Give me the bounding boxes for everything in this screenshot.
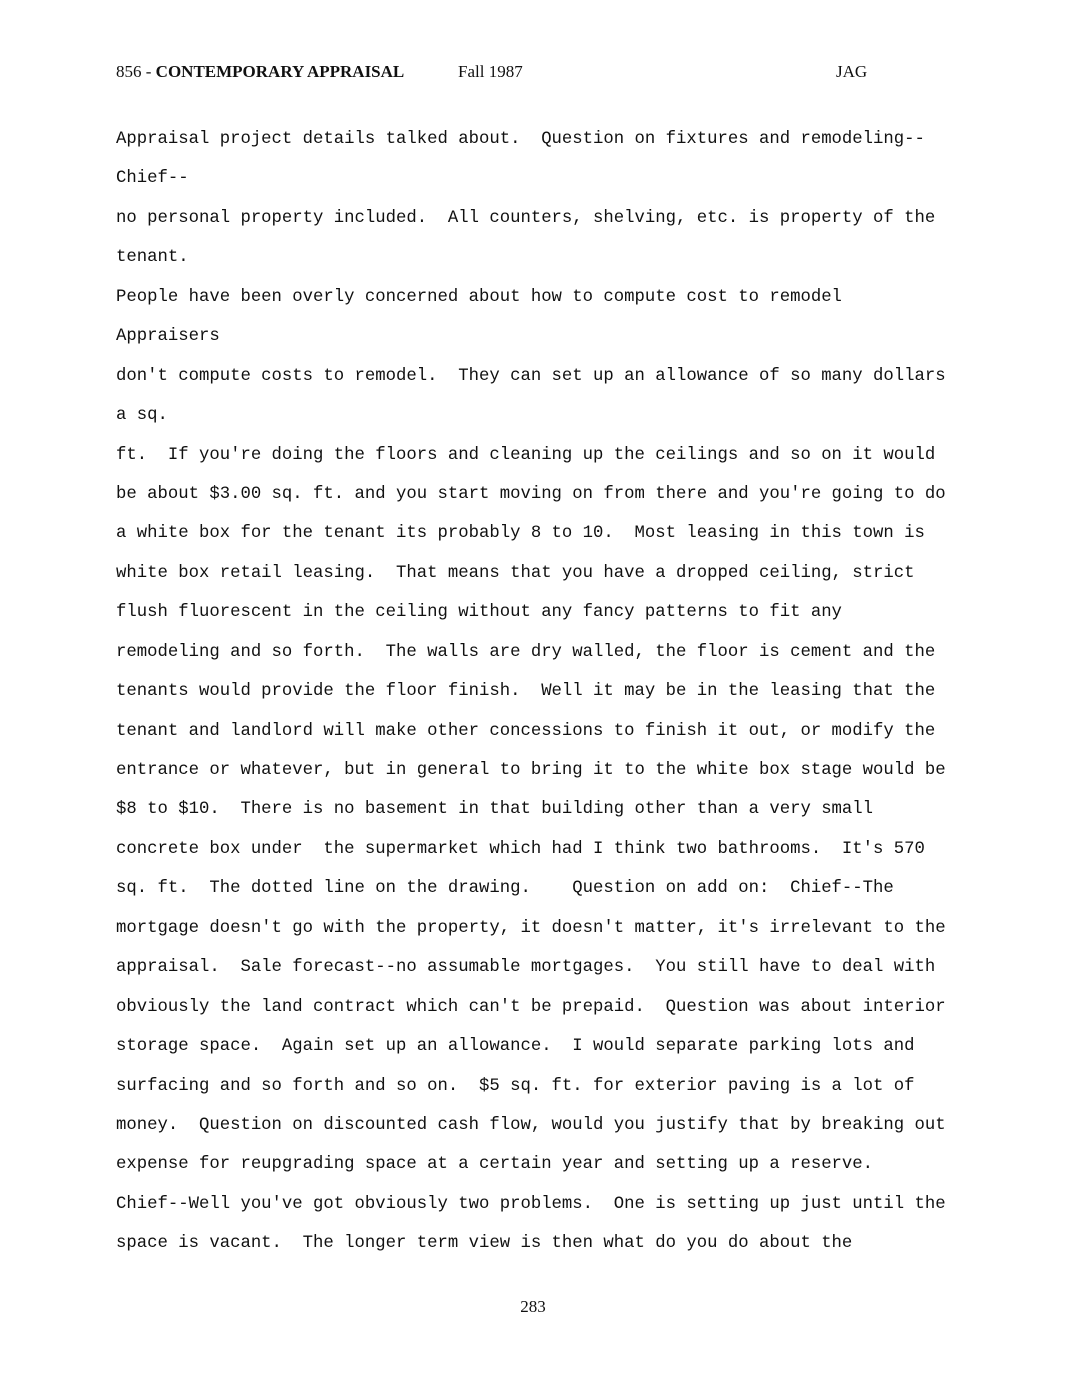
page-header <box>116 62 956 86</box>
text-line: $8 to $10. There is no basement in that building other than a very small <box>116 800 874 820</box>
term-label: Fall 1987 <box>458 62 523 81</box>
text-line: expense for reupgrading space at a certain year and setting up a reserve. <box>116 1155 874 1175</box>
text-line: sq. ft. The dotted line on the drawing. Question on add on: Chief--The <box>116 879 894 899</box>
text-line: mortgage doesn't go with the property, it doesn't matter, it's irrelevant to the <box>116 918 946 938</box>
text-line: concrete box under the supermarket which had I think two bathrooms. It's 570 <box>116 839 925 859</box>
text-line: People have been overly concerned about how to compute cost to remodel <box>116 287 842 307</box>
text-line: a white box for the tenant its probably 8 to 10. Most leasing in this town is <box>116 524 925 544</box>
text-line: surfacing and so forth and so on. $5 sq. ft. for exterior paving is a lot of <box>116 1076 915 1096</box>
text-line: obviously the land contract which can't be prepaid. Question was about interior <box>116 997 946 1017</box>
transcript-body <box>116 120 1016 1264</box>
text-line: tenant. <box>116 248 189 268</box>
course-heading <box>116 62 404 82</box>
author-initials: JAG <box>836 62 868 81</box>
text-line: a sq. <box>116 406 168 426</box>
text-line: ft. If you're doing the floors and cleaning up the ceilings and so on it would <box>116 445 936 465</box>
text-line: Chief-- <box>116 169 189 189</box>
text-line: space is vacant. The longer term view is then what do you do about the <box>116 1234 853 1254</box>
text-line: white box retail leasing. That means that you have a dropped ceiling, strict <box>116 563 915 583</box>
text-line: appraisal. Sale forecast--no assumable mortgages. You still have to deal with <box>116 958 936 978</box>
course-number: 856 - <box>116 62 156 81</box>
text-line: money. Question on discounted cash flow, would you justify that by breaking out <box>116 1115 946 1135</box>
course-title: CONTEMPORARY APPRAISAL <box>155 62 405 81</box>
text-line: no personal property included. All counters, shelving, etc. is property of the <box>116 208 936 228</box>
text-line: tenants would provide the floor finish. Well it may be in the leasing that the <box>116 682 936 702</box>
text-line: remodeling and so forth. The walls are dry walled, the floor is cement and the <box>116 642 936 662</box>
text-line: tenant and landlord will make other concessions to finish it out, or modify the <box>116 721 936 741</box>
text-line: don't compute costs to remodel. They can set up an allowance of so many dollars <box>116 366 946 386</box>
text-line: Chief--Well you've got obviously two problems. One is setting up just until the <box>116 1194 946 1214</box>
text-line: entrance or whatever, but in general to bring it to the white box stage would be <box>116 761 946 780</box>
text-line: be about $3.00 sq. ft. and you start moving on from there and you're going to do <box>116 484 946 504</box>
page-number: 283 <box>520 1297 546 1316</box>
text-line: storage space. Again set up an allowance. I would separate parking lots and <box>116 1037 915 1057</box>
text-line: Appraisal project details talked about. Question on fixtures and remodeling-- <box>116 130 925 149</box>
text-line: Appraisers <box>116 327 220 347</box>
text-line: flush fluorescent in the ceiling without any fancy patterns to fit any <box>116 603 842 623</box>
